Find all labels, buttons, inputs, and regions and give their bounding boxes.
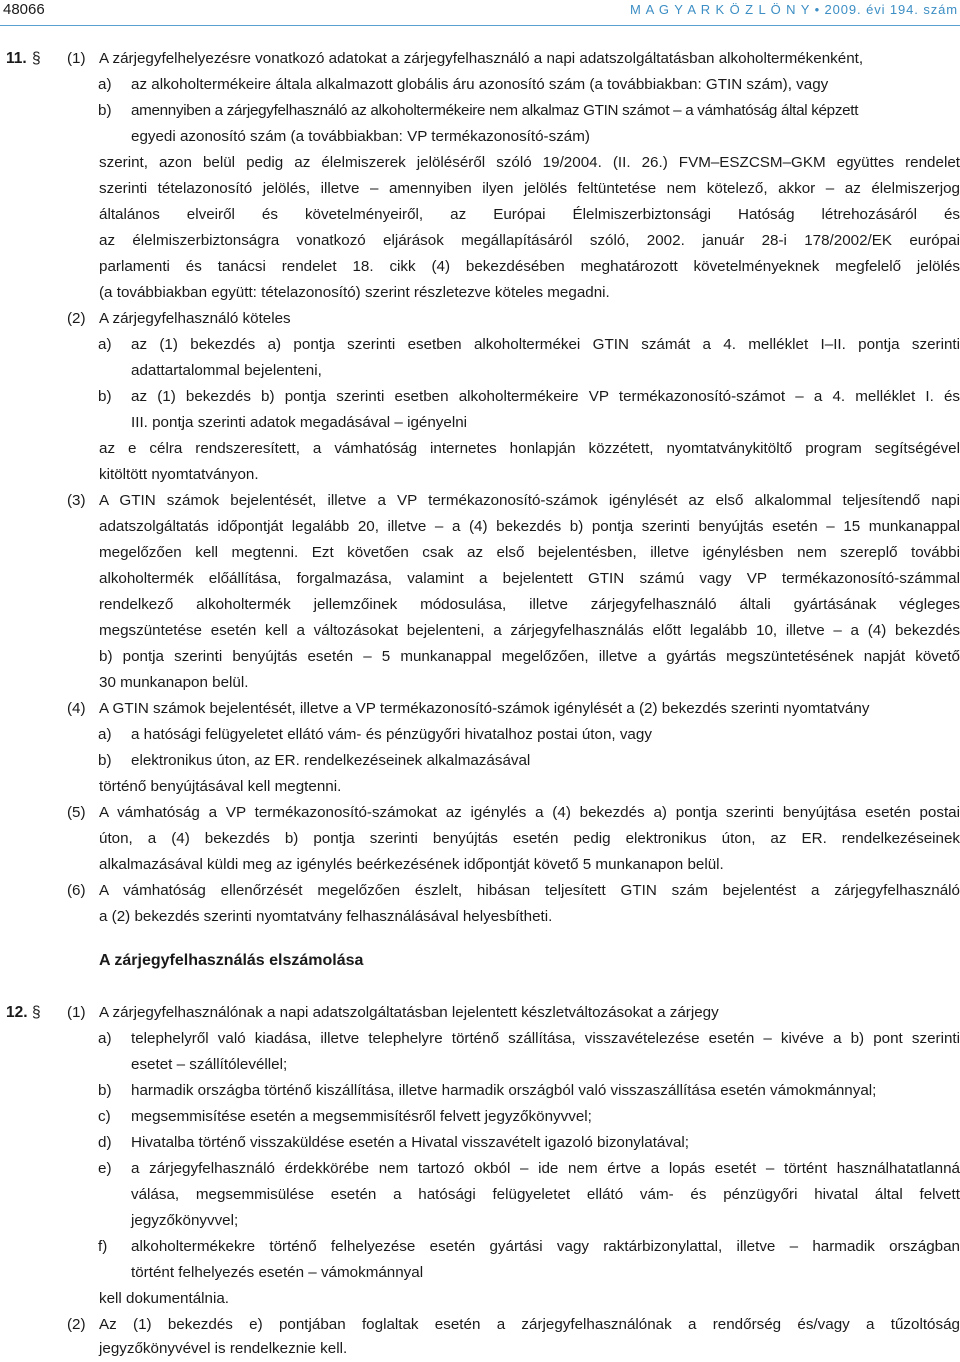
item-text: a zárjegyfelhasználó érdekkörébe nem tartozó okból – ide nem értve a lopás esetét – történt használhatatlanná — [131, 1160, 960, 1177]
paragraph-text: az e célra rendszeresített, a vámhatóság internetes honlapján közzétett, nyomtatványkitöltő program segítségével — [99, 440, 960, 457]
paragraph-text: adatszolgáltatás időpontját legalább 20, illetve – a (4) bekezdés b) pontja szerinti benyújtás esetén – 15 munkanappal — [99, 518, 960, 535]
item-letter: a) — [98, 726, 112, 743]
paragraph-text: A vámhatóság ellenőrzését megelőzően észlelt, hibásan teljesített GTIN szám bejelentést a zárjegyfelhasználó — [99, 882, 960, 899]
list-item — [0, 73, 960, 97]
paragraph-line — [0, 489, 960, 513]
paragraph-text: Az (1) bekezdés e) pontjában foglaltak esetén a zárjegyfelhasználónak a rendőrség és/vagy a tűzoltóság — [99, 1316, 960, 1333]
item-letter: a) — [98, 1030, 112, 1047]
paragraph-text: a (2) bekezdés szerinti nyomtatvány felhasználásával helyesbítheti. — [99, 908, 553, 925]
paragraph-text: kitöltött nyomtatványon. — [99, 466, 259, 483]
paragraph-text: általános elveiről és követelményeiről, az Európai Élelmiszerbiztonsági Hatóság létrehozásáról és — [99, 206, 960, 223]
list-item — [0, 1027, 960, 1051]
paragraph-text: (a továbbiakban együtt: tételazonosító) szerint részletezve köteles megadni. — [99, 284, 610, 301]
list-item — [0, 1131, 960, 1155]
paragraph-text: alkoholtermék előállítása, forgalmazása, valamint a bejelentett GTIN számú vagy VP termékazonosító-számmal — [99, 570, 960, 587]
paragraph-line — [0, 801, 960, 825]
paragraph-text: megszüntetése esetén kell a változásokat bejelenteni, a zárjegyfelhasználás előtt legalább 10, illetve – a (4) bekezdés — [99, 622, 960, 639]
item-letter: c) — [98, 1108, 111, 1125]
paragraph-text: A zárjegyfelhasználó köteles — [99, 310, 291, 327]
section-number: 11. — [6, 50, 27, 67]
list-item — [0, 99, 960, 123]
paragraph-text: megelőzően kell megtenni. Ezt követően csak az első bejelentésben, illetve igénylésben nem szereplő további — [99, 544, 960, 561]
paragraph-text: szerinti tételazonosító jelölés, illetve – amennyiben ilyen jelölés feltüntetése nem kötelező, akkor – az élelmiszerjog — [99, 180, 960, 197]
journal-title: M A G Y A R K Ö Z L Ö N Y • 2009. évi 194. szám — [630, 2, 958, 17]
paragraph-line — [0, 1001, 960, 1025]
paragraph-line — [0, 697, 960, 721]
paragraph-text: rendelkező alkoholtermék jellemzőinek módosulása, illetve zárjegyfelhasználó általi gyártásának végleges — [99, 596, 960, 613]
paragraph-text: kell dokumentálnia. — [99, 1290, 230, 1307]
item-letter: b) — [98, 752, 112, 769]
item-letter: a) — [98, 76, 112, 93]
item-text: az alkoholtermékeire általa alkalmazott globális áru azonosító szám (a továbbiakban: GTIN szám), vagy — [131, 76, 829, 93]
item-letter: b) — [98, 102, 112, 119]
paragraph-number: (6) — [67, 882, 86, 899]
paragraph-number: (4) — [67, 700, 86, 717]
list-item — [0, 723, 960, 747]
item-text: amennyiben a zárjegyfelhasználó az alkoholtermékeire nem alkalmaz GTIN számot – a vámhatóság által képzett — [131, 102, 859, 119]
paragraph-text: b) pontja szerinti benyújtás esetén – 5 munkanappal megelőzően, illetve a gyártás megszüntetésének napját követő — [99, 648, 960, 665]
item-text: III. pontja szerinti adatok megadásával – igényelni — [131, 414, 468, 431]
section-sign: § — [32, 1004, 41, 1021]
item-text: Hivatalba történő visszaküldése esetén a Hivatal visszavételt igazoló bizonylatával; — [131, 1134, 690, 1151]
page-header — [0, 0, 960, 24]
list-item — [0, 1079, 960, 1103]
section-sign: § — [32, 50, 41, 67]
item-letter: e) — [98, 1160, 112, 1177]
paragraph-text: történő benyújtásával kell megtenni. — [99, 778, 342, 795]
item-text: az (1) bekezdés a) pontja szerinti esetben alkoholtermékei GTIN számát a 4. melléklet I–II. pontja szerinti — [131, 336, 960, 353]
item-text: harmadik országba történő kiszállítása, illetve harmadik országból való visszaszállítása esetén vámokmánnyal; — [131, 1082, 877, 1099]
section-subheading: A zárjegyfelhasználás elszámolása — [99, 952, 364, 969]
page-number: 48066 — [3, 1, 45, 18]
paragraph-text: szerint, azon belül pedig az élelmiszerek jelöléséről szóló 19/2004. (II. 26.) FVM–ESZCSM–GKM együttes rendelet — [99, 154, 960, 171]
item-text: egyedi azonosító szám (a továbbiakban: VP termékazonosító-szám) — [131, 128, 590, 145]
paragraph-number: (3) — [67, 492, 86, 509]
paragraph-text: A vámhatóság a VP termékazonosító-számokat az igénylés a (4) bekezdés a) pontja szerinti benyújtása esetén postai — [99, 804, 960, 821]
paragraph-line — [0, 1313, 960, 1337]
paragraph-line — [0, 307, 960, 331]
item-text: elektronikus úton, az ER. rendelkezéseinek alkalmazásával — [131, 752, 531, 769]
item-letter: b) — [98, 1082, 112, 1099]
paragraph-text: parlamenti és tanácsi rendelet 18. cikk (4) bekezdésében meghatározott követelményeknek megfelelő jelölés — [99, 258, 960, 275]
list-item — [0, 749, 960, 773]
item-text: alkoholtermékekre történő felhelyezése esetén gyártási vagy raktárbizonylattal, illetve – harmadik országban — [131, 1238, 960, 1255]
paragraph-text: A zárjegyfelhelyezésre vonatkozó adatokat a zárjegyfelhasználó a napi adatszolgáltatásban alkoholtermékenként, — [99, 50, 864, 67]
item-text: esetet – szállítólevéllel; — [131, 1056, 288, 1073]
paragraph-text: A GTIN számok bejelentését, illetve a VP termékazonosító-számok igénylését a (2) bekezdés szerinti nyomtatvány — [99, 700, 870, 717]
paragraph-number: (5) — [67, 804, 86, 821]
item-text: történt felhelyezés esetén – vámokmánnyal — [131, 1264, 424, 1281]
item-letter: f) — [98, 1238, 108, 1255]
item-letter: a) — [98, 336, 112, 353]
paragraph-line — [0, 879, 960, 903]
paragraph-text: 30 munkanapon belül. — [99, 674, 249, 691]
item-text: válása, megsemmisülése esetén a hatósági felügyeletet ellátó vám- és pénzügyőri hivatal által felvett — [131, 1186, 960, 1203]
item-letter: b) — [98, 388, 112, 405]
list-item — [0, 1235, 960, 1259]
paragraph-number: (1) — [67, 50, 86, 67]
item-text: jegyzőkönyvvel; — [131, 1212, 239, 1229]
item-text: a hatósági felügyeletet ellátó vám- és pénzügyőri hivatalhoz postai úton, vagy — [131, 726, 652, 743]
list-item — [0, 385, 960, 409]
paragraph-text: A zárjegyfelhasználónak a napi adatszolgáltatásban lejelentett készletváltozásokat a zárjegy — [99, 1004, 719, 1021]
list-item — [0, 1105, 960, 1129]
list-item — [0, 1157, 960, 1181]
item-text: adattartalommal bejelenteni, — [131, 362, 322, 379]
item-letter: d) — [98, 1134, 112, 1151]
paragraph-number: (1) — [67, 1004, 86, 1021]
paragraph-text: úton, a (4) bekezdés b) pontja szerinti benyújtás esetén pedig elektronikus úton, az ER. rendelkezéseinek — [99, 830, 960, 847]
item-text: az (1) bekezdés b) pontja szerinti esetben alkoholtermékeire VP termékazonosító-számot – a 4. melléklet I. és — [131, 388, 960, 405]
item-text: megsemmisítése esetén a megsemmisítésről felvett jegyzőkönyvvel; — [131, 1108, 592, 1125]
paragraph-number: (2) — [67, 1316, 86, 1333]
paragraph-text: az élelmiszerbiztonságra vonatkozó eljárások megállapításáról szóló, 2002. január 28-i 178/2002/EK európai — [99, 232, 960, 249]
paragraph-line — [0, 47, 960, 71]
header-divider — [0, 25, 960, 26]
paragraph-text: jegyzőkönyvével is rendelkeznie kell. — [99, 1340, 348, 1357]
item-text: telephelyről való kiadása, illetve telephelyre történő szállítása, visszavételezése esetén – kivéve a b) pont szerinti — [131, 1030, 960, 1047]
paragraph-number: (2) — [67, 310, 86, 327]
list-item-continuation — [0, 125, 960, 149]
paragraph-text: A GTIN számok bejelentését, illetve a VP termékazonosító-számok igénylését az első alkalommal teljesítendő napi — [99, 492, 960, 509]
paragraph-text: alkalmazásával küldi meg az igénylés beérkezésének időpontját követő 5 munkanapon belül. — [99, 856, 724, 873]
section-number: 12. — [6, 1004, 28, 1021]
list-item — [0, 333, 960, 357]
